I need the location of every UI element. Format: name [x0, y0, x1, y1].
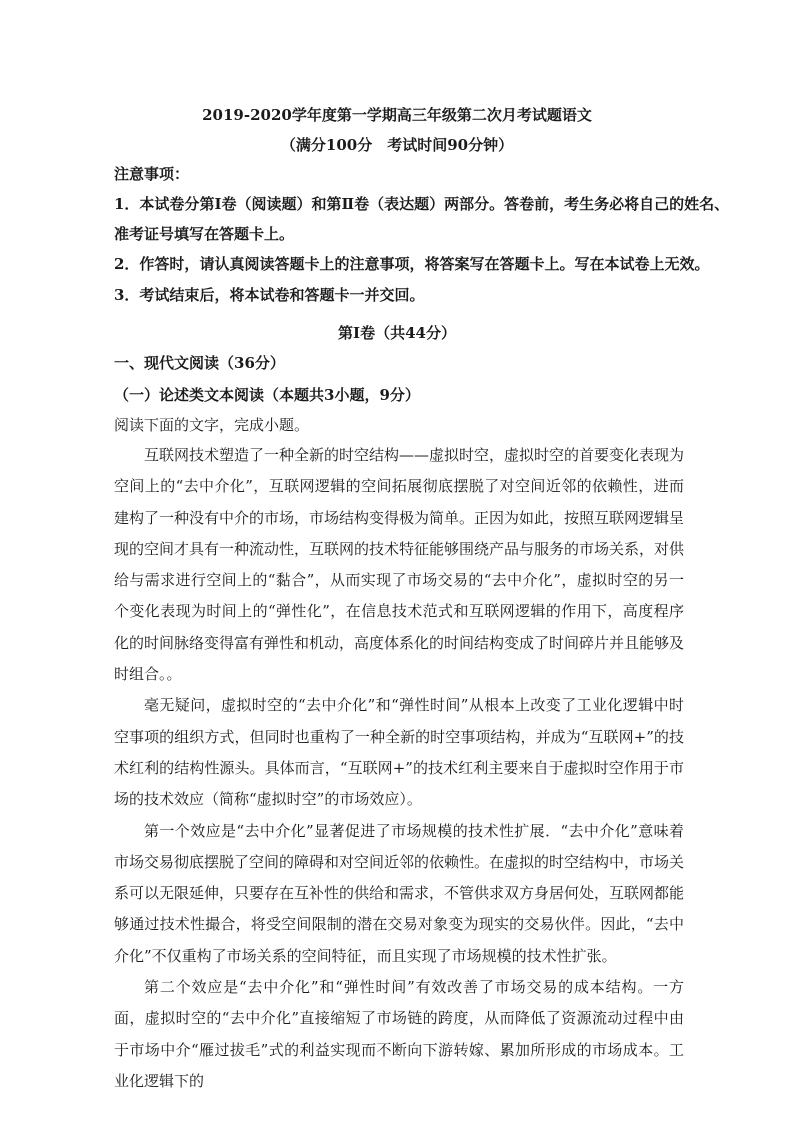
section-heading-modern-reading: 一、现代文阅读（36分） — [114, 354, 285, 372]
notes-item-1-line-1: 1．本试卷分第Ⅰ卷（阅读题）和第Ⅱ卷（表达题）两部分。答卷前，考生务必将自己的姓名、 — [114, 195, 730, 213]
notes-heading: 注意事项： — [114, 165, 190, 183]
reading-instruction: 阅读下面的文字，完成小题。 — [114, 416, 310, 434]
passage-paragraph-3: 第一个效应是“去中介化”显著促进了市场规模的技术性扩展．“去中介化”意味着市场交易彻底摆脱了空间的障碍和对空间近邻的依赖性。在虚拟的时空结构中，市场关系可以无限延伸，只要存在互补性的供给和需求，不管供求双方身居何处，互联网都能够通过技术性撮合，将受空间限制的潜在交易对象变为现实的交易伙伴。因此，“去中介化”不仅重构了市场关系的空间特征，而且实现了市场规模的技术性扩张。 — [114, 821, 685, 965]
reading-passage — [114, 440, 684, 1097]
notes-item-3: 3．考试结束后，将本试卷和答题卡一并交回。 — [114, 286, 425, 304]
exam-subtitle: （满分100分 考试时间90分钟） — [280, 136, 514, 154]
passage-paragraph-2: 毫无疑问，虚拟时空的“去中介化”和“弹性时间”从根本上改变了工业化逻辑中时空事项的组织方式，但同时也重构了一种全新的时空事项结构，并成为“互联网+”的技术红利的结构性源头。具体而言，“互联网+”的技术红利主要来自于虚拟时空作用于市场的技术效应（简称“虚拟时空”的市场效应）。 — [114, 696, 684, 809]
notes-item-1-line-2: 准考证号填写在答题卡上。 — [114, 225, 295, 243]
exam-title: 2019-2020学年度第一学期高三年级第二次月考试题语文 — [202, 106, 592, 124]
notes-item-2: 2．作答时，请认真阅读答题卡上的注意事项，将答案写在答题卡上。写在本试卷上无效。 — [114, 255, 710, 273]
part-title: 第Ⅰ卷（共44分） — [338, 324, 456, 342]
passage-paragraph-1: 互联网技术塑造了一种全新的时空结构——虚拟时空，虚拟时空的首要变化表现为空间上的“去中介化”，互联网逻辑的空间拓展彻底摆脱了对空间近邻的依赖性，进而建构了一种没有中介的市场，市场结构变得极为简单。正因为如此，按照互联网逻辑呈现的空间才具有一种流动性，互联网的技术特征能够围绕产品与服务的市场关系，对供给与需求进行空间上的“黏合”，从而实现了市场交易的“去中介化”，虚拟时空的另一个变化表现为时间上的“弹性化”，在信息技术范式和互联网逻辑的作用下，高度程序化的时间脉络变得富有弹性和机动，高度体系化的时间结构变成了时间碎片并且能够及时组合。。 — [114, 446, 685, 684]
faint-watermark — [622, 760, 650, 795]
passage-paragraph-4: 第二个效应是“去中介化”和“弹性时间”有效改善了市场交易的成本结构。一方面，虚拟时空的“去中介化”直接缩短了市场链的跨度，从而降低了资源流动过程中由于市场中介“雁过拔毛”式的利益实现而不断向下游转嫁、累加所形成的市场成本。工业化逻辑下的 — [114, 978, 684, 1090]
section-heading-argumentative-reading: （一）论述类文本阅读（本题共3小题，9分） — [114, 386, 420, 404]
